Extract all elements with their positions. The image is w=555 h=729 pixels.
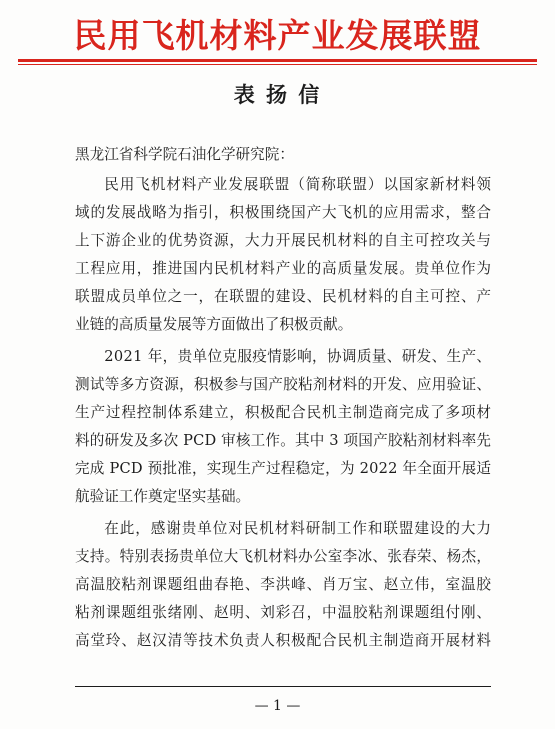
paragraph-line: 粘剂课题组张绪刚、赵明、刘彩召，中温胶粘剂课题组付刚、 [75, 604, 492, 621]
paragraph-line: 2021 年，贵单位克服疫情影响，协调质量、研发、生产、 [104, 348, 492, 365]
paragraph-line: 业链的高质量发展等方面做出了积极贡献。 [75, 316, 353, 333]
paragraph-1 [75, 171, 491, 339]
paragraph-line: 料的研发及多次 PCD 审核工作。其中 3 项国产胶粘剂材料率先 [75, 432, 492, 449]
paragraph-line: 生产过程控制体系建立，积极配合民机主制造商完成了多项材 [75, 404, 492, 421]
paragraph-line: 航验证工作奠定坚实基础。 [75, 488, 251, 505]
paragraph-2 [75, 343, 491, 511]
paragraph-line: 联盟成员单位之一，在联盟的建设、民机材料的自主可控、产 [75, 288, 492, 305]
letter-body [75, 141, 491, 655]
letterhead-red-rule [18, 59, 537, 65]
salutation: 黑龙江省科学院石油化学研究院： [75, 146, 294, 163]
paragraph-line: 测试等多方资源，积极参与国产胶粘剂材料的开发、应用验证、 [75, 376, 492, 393]
letter-title: 表 扬 信 [233, 82, 322, 107]
paragraph-line: 在此，感谢贵单位对民机材料研制工作和联盟建设的大力 [104, 520, 492, 537]
paragraph-line: 工程应用，推进国内民机材料产业的高质量发展。贵单位作为 [75, 260, 492, 277]
paragraph-line: 上下游企业的优势资源，大力开展民机材料的自主可控攻关与 [75, 232, 492, 249]
paragraph-line: 民用飞机材料产业发展联盟（简称联盟）以国家新材料领 [104, 176, 492, 193]
paragraph-line: 域的发展战略为指引，积极围绕国产大飞机的应用需求，整合 [75, 204, 492, 221]
footer-rule [75, 686, 491, 687]
paragraph-line: 完成 PCD 预批准，实现生产过程稳定，为 2022 年全面开展适 [75, 460, 492, 477]
paragraph-line: 高温胶粘剂课题组曲春艳、李洪峰、肖万宝、赵立伟，室温胶 [75, 576, 492, 593]
paragraph-line: 支持。特别表扬贵单位大飞机材料办公室李冰、张春荣、杨杰， [75, 548, 492, 565]
page-number: — 1 — [254, 698, 301, 714]
paragraph-line: 高堂玲、赵汉清等技术负责人积极配合民机主制造商开展材料 [75, 632, 492, 649]
paragraph-3 [75, 515, 491, 655]
letterhead-org-name: 民用飞机材料产业发展联盟 [73, 16, 482, 55]
